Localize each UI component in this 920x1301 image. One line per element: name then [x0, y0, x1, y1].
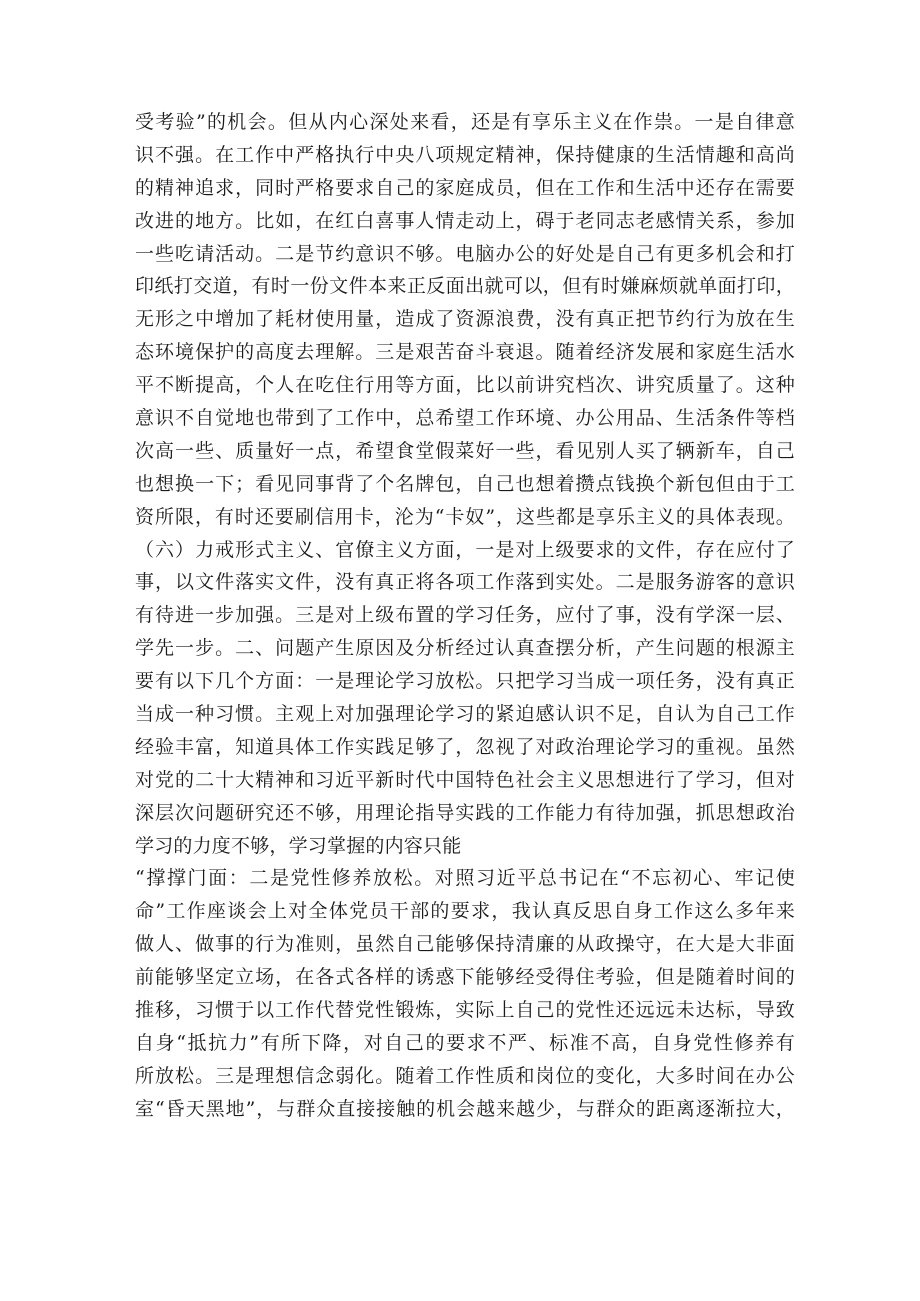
text-line: 平不断提高，个人在吃住行用等方面，比以前讲究档次、讲究质量了。这种: [135, 374, 795, 397]
text-line: 做人、做事的行为准则，虽然自己能够保持清廉的从政操守，在大是大非面: [135, 933, 795, 956]
text-line: 也想换一下；看见同事背了个名牌包，自己也想着攒点钱换个新包但由于工: [135, 472, 795, 495]
text-line: 前能够坚定立场，在各式各样的诱惑下能够经受得住考验，但是随着时间的: [135, 966, 795, 989]
text-line: 对党的二十大精神和习近平新时代中国特色社会主义思想进行了学习，但对: [135, 768, 795, 791]
document-body: [135, 106, 795, 1126]
text-line: 识不强。在工作中严格执行中央八项规定精神，保持健康的生活情趣和高尚: [135, 143, 795, 166]
text-line: 推移，习惯于以工作代替党性锻炼，实际上自己的党性还远远未达标，导致: [135, 999, 795, 1022]
text-line: 次高一些、质量好一点，希望食堂假菜好一些，看见别人买了辆新车，自己: [135, 439, 795, 462]
paragraph-2: [135, 862, 795, 1125]
text-line: 无形之中增加了耗材使用量，造成了资源浪费，没有真正把节约行为放在生: [135, 308, 795, 331]
text-line: 意识不自觉地也带到了工作中，总希望工作环境、办公用品、生活条件等档: [135, 407, 795, 430]
text-line: 要有以下几个方面：一是理论学习放松。只把学习当成一项任务，没有真正: [135, 670, 795, 693]
text-line: 命”工作座谈会上对全体党员干部的要求，我认真反思自身工作这么多年来: [135, 900, 795, 923]
text-line: 有待进一步加强。三是对上级布置的学习任务，应付了事，没有学深一层、: [135, 604, 795, 627]
text-line: 当成一种习惯。主观上对加强理论学习的紧迫感认识不足，自认为自己工作: [135, 703, 795, 726]
text-line: 事，以文件落实文件，没有真正将各项工作落到实处。二是服务游客的意识: [135, 571, 795, 594]
text-line: 学习的力度不够，学习掌握的内容只能: [135, 834, 462, 857]
text-line: 深层次问题研究还不够，用理论指导实践的工作能力有待加强，抓思想政治: [135, 801, 795, 824]
text-line: （六）力戒形式主义、官僚主义方面，一是对上级要求的文件，存在应付了: [135, 538, 795, 561]
text-line: 一些吃请活动。二是节约意识不够。电脑办公的好处是自己有更多机会和打: [135, 242, 795, 265]
text-line: 经验丰富，知道具体工作实践足够了，忽视了对政治理论学习的重视。虽然: [135, 735, 795, 758]
paragraph-1: [135, 106, 795, 862]
text-line: 受考验”的机会。但从内心深处来看，还是有享乐主义在作祟。一是自律意: [135, 111, 795, 133]
text-line: 学先一步。二、问题产生原因及分析经过认真查摆分析，产生问题的根源主: [135, 637, 795, 660]
text-line: “撑撑门面：二是党性修养放松。对照习近平总书记在“不忘初心、牢记使: [135, 867, 795, 890]
text-line: 的精神追求，同时严格要求自己的家庭成员，但在工作和生活中还存在需要: [135, 176, 795, 199]
text-line: 所放松。三是理想信念弱化。随着工作性质和岗位的变化，大多时间在办公: [135, 1064, 795, 1087]
text-line: 资所限，有时还要刷信用卡，沦为“卡奴”，这些都是享乐主义的具体表现。: [135, 505, 795, 528]
text-line: 态环境保护的高度去理解。三是艰苦奋斗衰退。随着经济发展和家庭生活水: [135, 341, 795, 364]
text-line: 印纸打交道，有时一份文件本来正反面出就可以，但有时嫌麻烦就单面打印，: [135, 275, 795, 298]
text-line: 室“昏天黑地”，与群众直接接触的机会越来越少，与群众的距离逐渐拉大，: [135, 1097, 795, 1120]
text-line: 改进的地方。比如，在红白喜事人情走动上，碍于老同志老感情关系，参加: [135, 209, 795, 232]
text-line: 自身“抵抗力”有所下降，对自己的要求不严、标准不高，自身党性修养有: [135, 1031, 795, 1054]
